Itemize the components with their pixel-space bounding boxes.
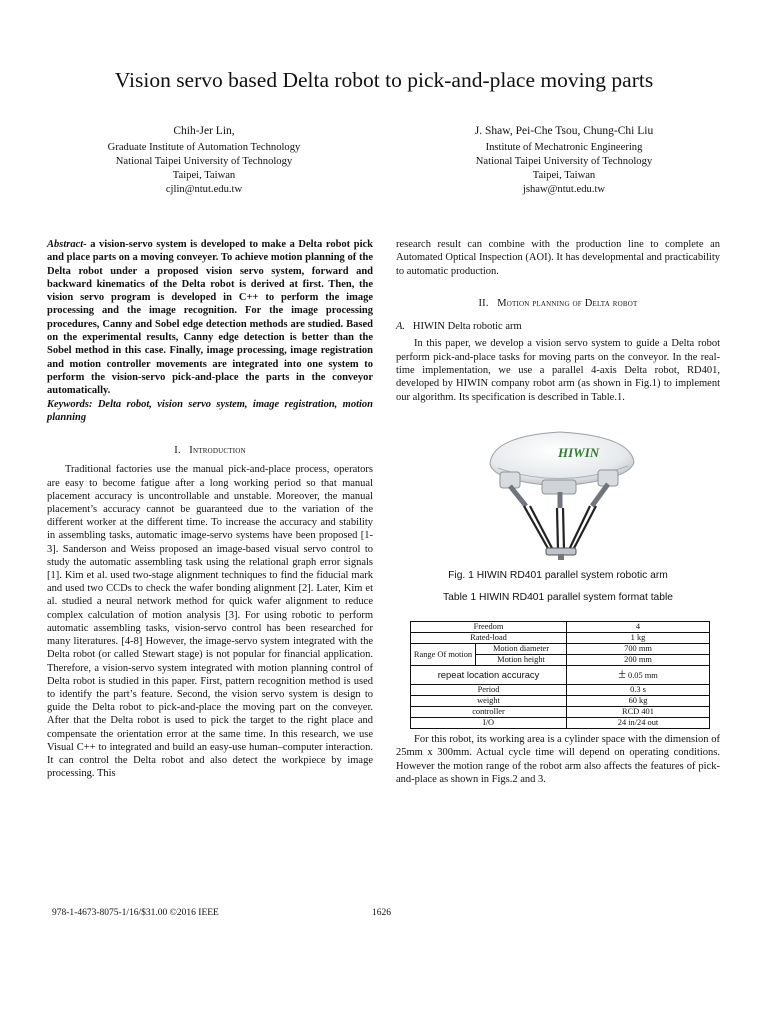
keywords-label: Keywords: [47, 398, 93, 410]
paper-title: Vision servo based Delta robot to pick-and-place moving parts [114, 68, 654, 92]
abstract-text: - a vision-servo system is developed to make a Delta robot pick and place parts on a moving conveyer. To achieve motion planning of the Delta robot under a proposed vision servo system, forward and backward kinematics of the Delta robot is derived at first. Then, the vision servo program is developed in C++ to perform the image processing and the image recognition. For the image processing procedures, Canny and Sobel edge detection methods are studied. Based on the experimental results, Canny edge detection is better than the Sobel method in this case. Finally, image processing, image registration and motion controller movements are integrated into one system to perform the vision-servo pick-and-place the parts in the conveyor automatically. [47, 239, 373, 397]
section-heading-motion-planning: II. Motion planning of Delta robot [478, 297, 638, 309]
author-block-2 [404, 123, 724, 197]
table-row: repeat location accuracy ± 0.05 mm [411, 666, 710, 685]
right-column [396, 238, 720, 404]
hiwin-logo: HIWIN [558, 445, 600, 460]
delta-robot-icon [480, 428, 640, 562]
table-1-caption: Table 1 HIWIN RD401 parallel system format table [442, 592, 674, 603]
footer-isbn: 978-1-4673-8075-1/16/$31.00 ©2016 IEEE [52, 908, 219, 918]
author-location: Taipei, Taiwan [532, 170, 596, 181]
figure-1-robot-image [480, 428, 640, 562]
author-email: cjlin@ntut.edu.tw [165, 184, 243, 195]
author-name: Chih-Jer Lin, [173, 125, 235, 137]
author-block-1 [44, 123, 364, 197]
table-row: weight 60 kg [411, 696, 710, 707]
keywords-text: Delta robot, vision servo system, image registration, motion planning [47, 398, 373, 423]
author-affiliation: Institute of Mechatronic Engineering [485, 142, 643, 153]
page-number: 1626 [372, 908, 391, 918]
subsection-heading: A. HIWIN Delta robotic arm [396, 321, 522, 333]
author-location: Taipei, Taiwan [172, 170, 236, 181]
left-column [47, 238, 373, 780]
author-email: jshaw@ntut.edu.tw [522, 184, 606, 195]
spec-table [410, 621, 710, 729]
section-heading-introduction: I. Introduction [174, 445, 246, 457]
section2-paragraph: In this paper, we develop a vision servo system to guide a Delta robot perform pick-and-place tasks for moving parts on the conveyor. In the real-time implementation, we use a parallel 4-axis Delta robot, RD401, developed by HIWIN company robot arm (as shown in Fig.1) to implement our algorithm. Its specification is described in Table.1. [396, 338, 720, 403]
author-name: J. Shaw, Pei-Che Tsou, Chung-Chi Liu [474, 125, 654, 137]
after-table-paragraph: For this robot, its working area is a cylinder space with the dimension of 25mm x 300mm. Actual cycle time will depend on operating conditions. However the motion range of the robot arm also affects the features of pick-and-place as shown in Figs.2 and 3. [396, 734, 720, 785]
intro-continuation: research result can combine with the production line to complete an Automated Optical Inspection (AOI). It has developmental and practicability to automatic production. [396, 239, 720, 277]
table-row: I/O 24 in/24 out [411, 718, 710, 729]
after-table-text [396, 733, 720, 786]
figure-1-caption: Fig. 1 HIWIN RD401 parallel system robotic arm [448, 570, 668, 581]
plus-minus-symbol: ± [618, 666, 626, 682]
abstract [47, 238, 373, 398]
table-row: Range Of motion Motion diameter 700 mm [411, 644, 710, 655]
author-university: National Taipei University of Technology [475, 156, 653, 167]
intro-paragraph: Traditional factories use the manual pick-and-place process, operators are easy to become fatigue after a long working period so that manual placement accuracy is uncontrollable and unstable. Moreover, the manual placement’s accuracy cannot be guaranteed due to the variation of the different worker at the different time. To increase the accuracy and stability in assembling tasks, automatic image-servo systems have been proposed [1-3]. Sanderson and Weiss proposed an image-based visual servo control to study the automatic assembling task using the relational graph error signals [1]. Kim et al. used two-stage alignment techniques to find the fiducial mark and used two CCDs to check the wafer bonding alignment [2]. Later, Kim et al. studied a neural network method for quick wafer alignment to reduce complex calculation of motion analysis [3]. For using robotic to perform automatic assembling tasks, vision-servo control has been researched for many literatures. [4-8] However, the image-servo system integrated with the Delta robot (or called Stewart stage) is not popular for financial application. Therefore, a vision-servo system integrated with motion planning control of Delta robot is studied in this paper. First, pattern recognition method is used to identify the part’s feature. Second, the vision servo system is design to guide the Delta robot to pick-and-place the moving part on the conveyer. After that the Delta robot is used to pick the target to the right place and compensate the orientation error at the same time. In this research, we use Visual C++ to integrated and build an easy-use human–computer interaction. It can control the Delta robot and also detect the workpiece by image processing. This [47, 464, 373, 780]
author-affiliation: Graduate Institute of Automation Technology [107, 142, 301, 153]
table-row: Rated-load 1 kg [411, 633, 710, 644]
table-row: Period 0.3 s [411, 685, 710, 696]
table-row: controller RCD 401 [411, 707, 710, 718]
author-university: National Taipei University of Technology [115, 156, 293, 167]
range-of-motion-label: Range Of motion [411, 644, 476, 666]
table-row: Motion height 200 mm [411, 655, 710, 666]
keywords [47, 398, 373, 425]
abstract-label: Abstract [47, 239, 84, 250]
table-row: Freedom 4 [411, 622, 710, 633]
